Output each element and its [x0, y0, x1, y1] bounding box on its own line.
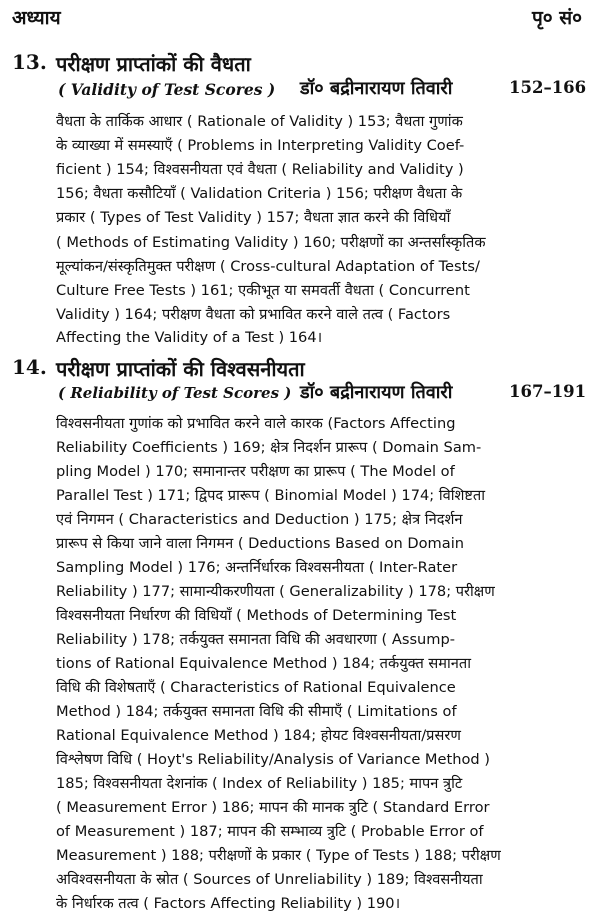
chapter-topic-line: ( Measurement Error ) 186; मापन की मानक त्रुटि ( Standard Error [56, 799, 490, 816]
chapter-topic-line: वैधता के तार्किक आधार ( Rationale of Validity ) 153; वैधता गुणांक [56, 113, 463, 130]
chapter-title: परीक्षण प्राप्तांकों की वैधता [56, 52, 251, 76]
chapter-topic-line: Measurement ) 188; परीक्षणों के प्रकार ( Type of Tests ) 188; परीक्षण [56, 847, 501, 864]
chapter-topic-line: प्रकार ( Types of Test Validity ) 157; वैधता ज्ञात करने की विधियाँ [56, 209, 451, 226]
chapter-topic-line: विश्लेषण विधि ( Hoyt's Reliability/Analysis of Variance Method ) [56, 751, 490, 768]
chapter-english-title: ( Reliability of Test Scores ) [58, 384, 292, 402]
chapter-topic-line: 185; विश्वसनीयता देशनांक ( Index of Reliability ) 185; मापन त्रुटि [56, 775, 463, 792]
chapter-topic-line: tions of Rational Equivalence Method ) 184; तर्कयुक्त समानता [56, 655, 472, 672]
chapter-topic-line: Culture Free Tests ) 161; एकीभूत या समवर्ती वैधता ( Concurrent [56, 282, 470, 299]
chapter-topic-line: ( Methods of Estimating Validity ) 160; परीक्षणों का अन्तर्सांस्कृतिक [56, 234, 486, 251]
chapter-topic-line: Validity ) 164; परीक्षण वैधता को प्रभावित करने वाले तत्व ( Factors [56, 306, 451, 323]
chapter-topic-line: विश्वसनीयता निर्धारण की विधियाँ ( Methods of Determining Test [56, 607, 457, 624]
chapter-topic-line: Sampling Model ) 176; अन्तर्निर्धारक विश्वसनीयता ( Inter-Rater [56, 559, 458, 576]
chapter-topic-line: प्रारूप से किया जाने वाला निगमन ( Deductions Based on Domain [56, 535, 465, 552]
chapter-topic-line: विश्वसनीयता गुणांक को प्रभावित करने वाले कारक (Factors Affecting [56, 415, 456, 432]
chapter-page-range: 152–166 [509, 78, 587, 97]
chapter-topic-line: Affecting the Validity of a Test ) 164। [56, 329, 323, 346]
chapter-topic-line: विधि की विशेषताएँ ( Characteristics of Rational Equivalence [56, 679, 456, 696]
chapter-author: डॉ० बद्रीनारायण तिवारी [300, 78, 453, 99]
chapter-topic-line: Parallel Test ) 171; द्विपद प्रारूप ( Binomial Model ) 174; विशिष्टता [56, 487, 486, 504]
chapter-topic-line: ficient ) 154; विश्वसनीयता एवं वैधता ( Reliability and Validity ) [56, 161, 464, 178]
chapter-topic-line: 156; वैधता कसौटियाँ ( Validation Criteria ) 156; परीक्षण वैधता के [56, 185, 463, 202]
chapter-topic-line: के व्याख्या में समस्याएँ ( Problems in Interpreting Validity Coef- [56, 137, 465, 154]
chapter-topic-line: अविश्वसनीयता के स्रोत ( Sources of Unreliability ) 189; विश्वसनीयता [56, 871, 483, 888]
chapter-topic-line: Method ) 184; तर्कयुक्त समानता विधि की सीमाएँ ( Limitations of [56, 703, 457, 720]
chapter-author: डॉ० बद्रीनारायण तिवारी [300, 382, 453, 403]
chapter-number: 13. [12, 50, 47, 74]
chapter-topic-line: मूल्यांकन/संस्कृतिमुक्त परीक्षण ( Cross-cultural Adaptation of Tests/ [56, 258, 480, 275]
chapter-title: परीक्षण प्राप्तांकों की विश्वसनीयता [56, 357, 305, 381]
chapter-page-range: 167–191 [509, 382, 587, 401]
column-header-chapter: अध्याय [12, 7, 61, 29]
chapter-topic-line: के निर्धारक तत्व ( Factors Affecting Reliability ) 190। [56, 895, 401, 912]
chapter-topic-line: of Measurement ) 187; मापन की सम्भाव्य त्रुटि ( Probable Error of [56, 823, 484, 840]
chapter-topic-line: Reliability ) 178; तर्कयुक्त समानता विधि की अवधारणा ( Assump- [56, 631, 456, 648]
chapter-topic-line: pling Model ) 170; समानान्तर परीक्षण का प्रारूप ( The Model of [56, 463, 455, 480]
column-header-page-number: पृ० सं० [531, 7, 582, 29]
chapter-topic-line: Reliability ) 177; सामान्यीकरणीयता ( Generalizability ) 178; परीक्षण [56, 583, 495, 600]
chapter-number: 14. [12, 355, 47, 379]
chapter-english-title: ( Validity of Test Scores ) [58, 80, 276, 99]
chapter-topic-line: Rational Equivalence Method ) 184; होयट विश्वसनीयता/प्रसरण [56, 727, 461, 744]
chapter-topic-line: एवं निगमन ( Characteristics and Deduction ) 175; क्षेत्र निदर्शन [56, 511, 463, 528]
chapter-topic-line: Reliability Coefficients ) 169; क्षेत्र निदर्शन प्रारूप ( Domain Sam- [56, 439, 482, 456]
